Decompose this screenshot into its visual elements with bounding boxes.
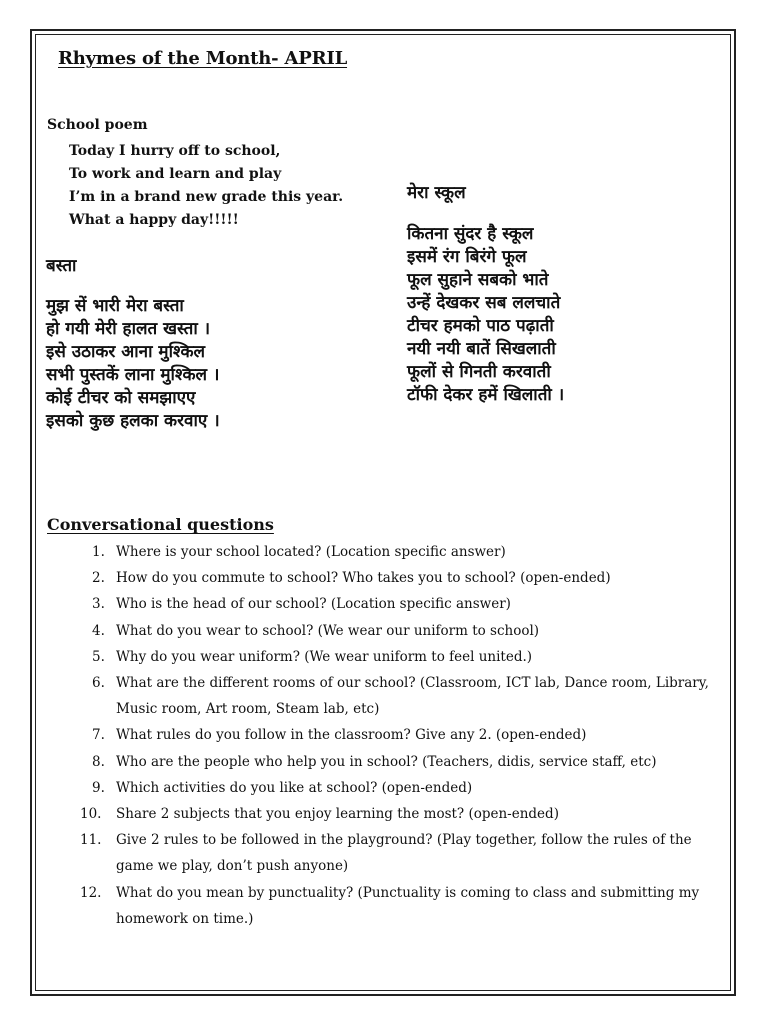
english-poem-line: What a happy day!!!!! [69, 212, 239, 228]
question-number: 4. [92, 622, 105, 639]
question-number: 5. [92, 648, 105, 665]
hindi-poem-left-title: बस्ता [46, 256, 77, 276]
question-number: 2. [92, 570, 105, 587]
conversational-questions-heading: Conversational questions [47, 515, 274, 534]
hindi-poem-left-line: मुझ सें भारी मेरा बस्ता [46, 296, 184, 316]
hindi-poem-left-lines [46, 295, 220, 433]
hindi-poem-right-title: मेरा स्कूल [407, 183, 466, 203]
question-item [80, 670, 730, 722]
question-text: Share 2 subjects that you enjoy learning the most? (open-ended) [116, 806, 559, 823]
question-text: Which activities do you like at school? (open-ended) [116, 779, 473, 796]
question-number: 7. [92, 727, 105, 744]
english-poem-line: To work and learn and play [69, 166, 282, 182]
question-number: 3. [92, 596, 105, 613]
question-text: What rules do you follow in the classroom? Give any 2. (open-ended) [116, 727, 587, 744]
conversational-questions-list [80, 539, 730, 932]
hindi-poem-right-line: नयी नयी बातें सिखलाती [407, 339, 556, 359]
question-item [80, 539, 730, 565]
question-text: How do you commute to school? Who takes you to school? (open-ended) [116, 570, 611, 587]
english-poem-title: School poem [47, 117, 148, 133]
english-poem-line: Today I hurry off to school, [69, 143, 281, 159]
question-item [80, 565, 730, 591]
hindi-poem-right-lines [407, 223, 564, 407]
question-text: What do you mean by punctuality? (Punctuality is coming to class and submitting my homework on time.) [116, 884, 700, 927]
hindi-poem-right-line: फूल सुहाने सबको भाते [407, 270, 549, 290]
english-poem-lines [69, 140, 343, 232]
english-poem-line: I’m in a brand new grade this year. [69, 189, 344, 205]
hindi-poem-right-line: टीचर हमको पाठ पढ़ाती [407, 316, 554, 336]
question-text: What do you wear to school? (We wear our uniform to school) [116, 622, 540, 639]
hindi-poem-left-line: सभी पुस्तकें लाना मुश्किल । [46, 365, 220, 385]
hindi-poem-right-line: टॉफी देकर हमें खिलाती । [407, 385, 565, 405]
question-text: Give 2 rules to be followed in the playground? (Play together, follow the rules of the game we play, don’t push anyone) [116, 832, 692, 875]
question-item [80, 618, 730, 644]
question-text: Who are the people who help you in school? (Teachers, didis, service staff, etc) [116, 753, 657, 770]
question-text: What are the different rooms of our school? (Classroom, ICT lab, Dance room, Library, Music room, Art room, Steam lab, etc) [116, 675, 709, 718]
hindi-poem-left-line: कोई टीचर को समझाएए [46, 388, 196, 408]
question-number: 6. [92, 675, 105, 692]
question-item [80, 827, 730, 879]
question-item [80, 880, 730, 932]
hindi-poem-right-line: कितना सुंदर है स्कूल [407, 224, 534, 244]
question-number: 10. [80, 806, 102, 823]
question-text: Where is your school located? (Location specific answer) [116, 544, 506, 560]
question-text: Why do you wear uniform? (We wear uniform to feel united.) [116, 648, 533, 665]
hindi-poem-right-line: इसमें रंग बिरंगे फूल [407, 247, 527, 267]
question-item [80, 775, 730, 801]
question-item [80, 749, 730, 775]
hindi-poem-left-line: इसको कुछ हलका करवाए । [46, 411, 220, 431]
question-number: 9. [92, 779, 105, 796]
question-number: 12. [80, 884, 102, 901]
question-item [80, 801, 730, 827]
page-title: Rhymes of the Month- APRIL [58, 48, 348, 69]
hindi-poem-left-line: इसे उठाकर आना मुश्किल [46, 342, 206, 362]
question-item [80, 591, 730, 617]
question-number: 11. [80, 832, 102, 849]
question-text: Who is the head of our school? (Location specific answer) [116, 596, 511, 613]
question-number: 8. [92, 753, 105, 770]
question-item [80, 644, 730, 670]
hindi-poem-left-line: हो गयी मेरी हालत खस्ता । [46, 319, 211, 339]
hindi-poem-right-line: उन्हें देखकर सब ललचाते [407, 293, 561, 313]
hindi-poem-right-line: फूलों से गिनती करवाती [407, 362, 551, 382]
question-number: 1. [92, 544, 105, 560]
question-item [80, 722, 730, 748]
